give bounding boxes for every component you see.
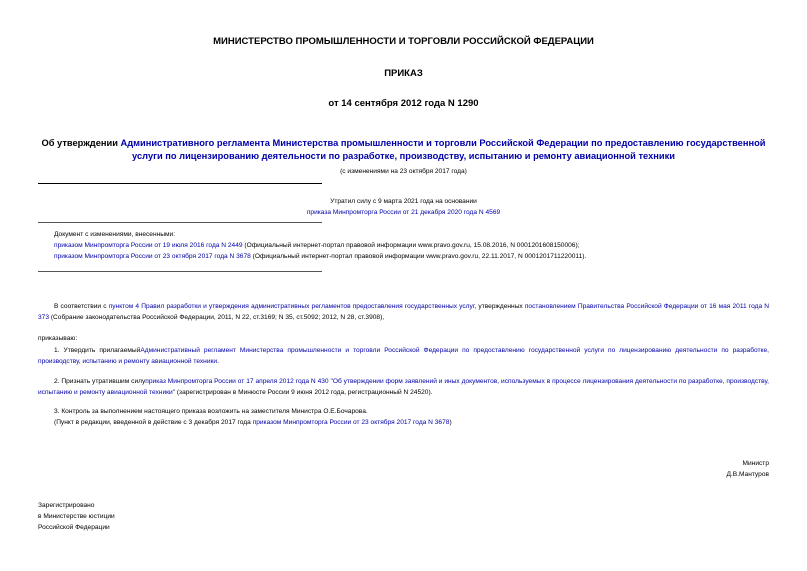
signature-block <box>726 458 769 480</box>
title-prefix: Об утверждении <box>41 138 121 148</box>
doc-date-number: от 14 сентября 2012 года N 1290 <box>328 98 479 109</box>
changes-block <box>54 229 782 262</box>
text: . <box>217 358 219 365</box>
repealed-order-link[interactable]: приказ Минпромторга России от 17 апреля 2012 года N 430 "Об утверждении форм заявлений и иных документов, используемых в процессе лицензирования деятельности по разработке, производству, испытанию и ремонту авиационной техники" <box>38 378 769 396</box>
changes-item-link[interactable]: приказом Минпромторга России от 23 октября 2017 года N 3678 <box>54 253 251 260</box>
amendment-order-link[interactable]: приказом Минпромторга России от 23 октября 2017 года N 3678 <box>252 419 450 426</box>
doc-type-heading: ПРИКАЗ <box>384 68 423 79</box>
changes-intro: Документ с изменениями, внесенными: <box>54 231 176 238</box>
ministry-heading: МИНИСТЕРСТВО ПРОМЫШЛЕННОСТИ И ТОРГОВЛИ РОССИЙСКОЙ ФЕДЕРАЦИИ <box>213 36 594 47</box>
lost-force-link[interactable]: приказа Минпромторга России от 21 декабря 2020 года N 4569 <box>306 209 501 216</box>
item-3-paragraph: 3. Контроль за выполнением настоящего приказа возложить на заместителя Министра О.Е.Бочарова. <box>54 408 368 415</box>
text: (Собрание законодательства Российской Федерации, 2011, N 22, ст.3169; N 35, ст.5092; 2012, N 28, ст.3908), <box>49 314 385 321</box>
amended-note: (с изменениями на 23 октября 2017 года) <box>340 168 467 175</box>
order-word: приказываю: <box>38 335 78 342</box>
registration-block <box>38 500 115 533</box>
government-decree-link[interactable]: постановлением Правительства Российской Федерации от 16 мая 2011 года N 373 <box>38 303 770 321</box>
divider <box>38 222 322 223</box>
text: В соответствии с <box>54 303 109 310</box>
item-1-paragraph <box>38 345 769 367</box>
preamble-paragraph <box>38 301 769 323</box>
divider <box>38 271 322 272</box>
text: 1. Утвердить прилагаемый <box>54 347 141 354</box>
registration-line: Российской Федерации <box>38 524 110 531</box>
item-2-paragraph <box>38 376 769 398</box>
rules-link[interactable]: пунктом 4 Правил разработки и утверждения административных регламентов предоставления государственных услуг <box>108 303 475 310</box>
changes-item-rest: (Официальный интернет-портал правовой информации www.pravo.gov.ru, 15.08.2016, N 0001201608150006); <box>242 242 580 249</box>
signature-position: Министр <box>742 460 769 467</box>
doc-title <box>30 137 777 163</box>
divider <box>38 183 322 184</box>
regulation-link[interactable]: Административный регламент Министерства промышленности и торговли Российской Федерации по предоставлению государственной услуги по лицензированию деятельности по разработке, производству, испытанию и ремонту авиационной техники <box>38 347 769 365</box>
text: (Пункт в редакции, введенной в действие с 3 декабря 2017 года <box>54 419 253 426</box>
text: 2. Признать утратившим силу <box>54 378 146 385</box>
changes-item <box>54 240 782 251</box>
registration-line: в Министерстве юстиции <box>38 513 115 520</box>
changes-item-rest: (Официальный интернет-портал правовой информации www.pravo.gov.ru, 22.11.2017, N 0001201711220011). <box>250 253 587 260</box>
changes-item-link[interactable]: приказом Минпромторга России от 19 июля 2016 года N 2449 <box>54 242 243 249</box>
item-3-note <box>38 417 769 428</box>
text: (зарегистрирован в Минюсте России 9 июня 2012 года, регистрационный N 24520). <box>175 389 433 396</box>
title-link[interactable]: Административного регламента Министерства промышленности и торговли Российской Федерации по предоставлению государственной услуги по лицензированию деятельности по разработке, производству, испытанию и ремонту авиационной техники <box>120 138 766 161</box>
signature-name: Д.В.Мантуров <box>726 471 769 478</box>
text: ) <box>449 419 452 426</box>
registration-line: Зарегистрировано <box>38 502 95 509</box>
changes-item <box>54 251 782 262</box>
text: , утвержденных <box>474 303 525 310</box>
lost-force-line: Утратил силу с 9 марта 2021 года на основании <box>330 198 477 205</box>
